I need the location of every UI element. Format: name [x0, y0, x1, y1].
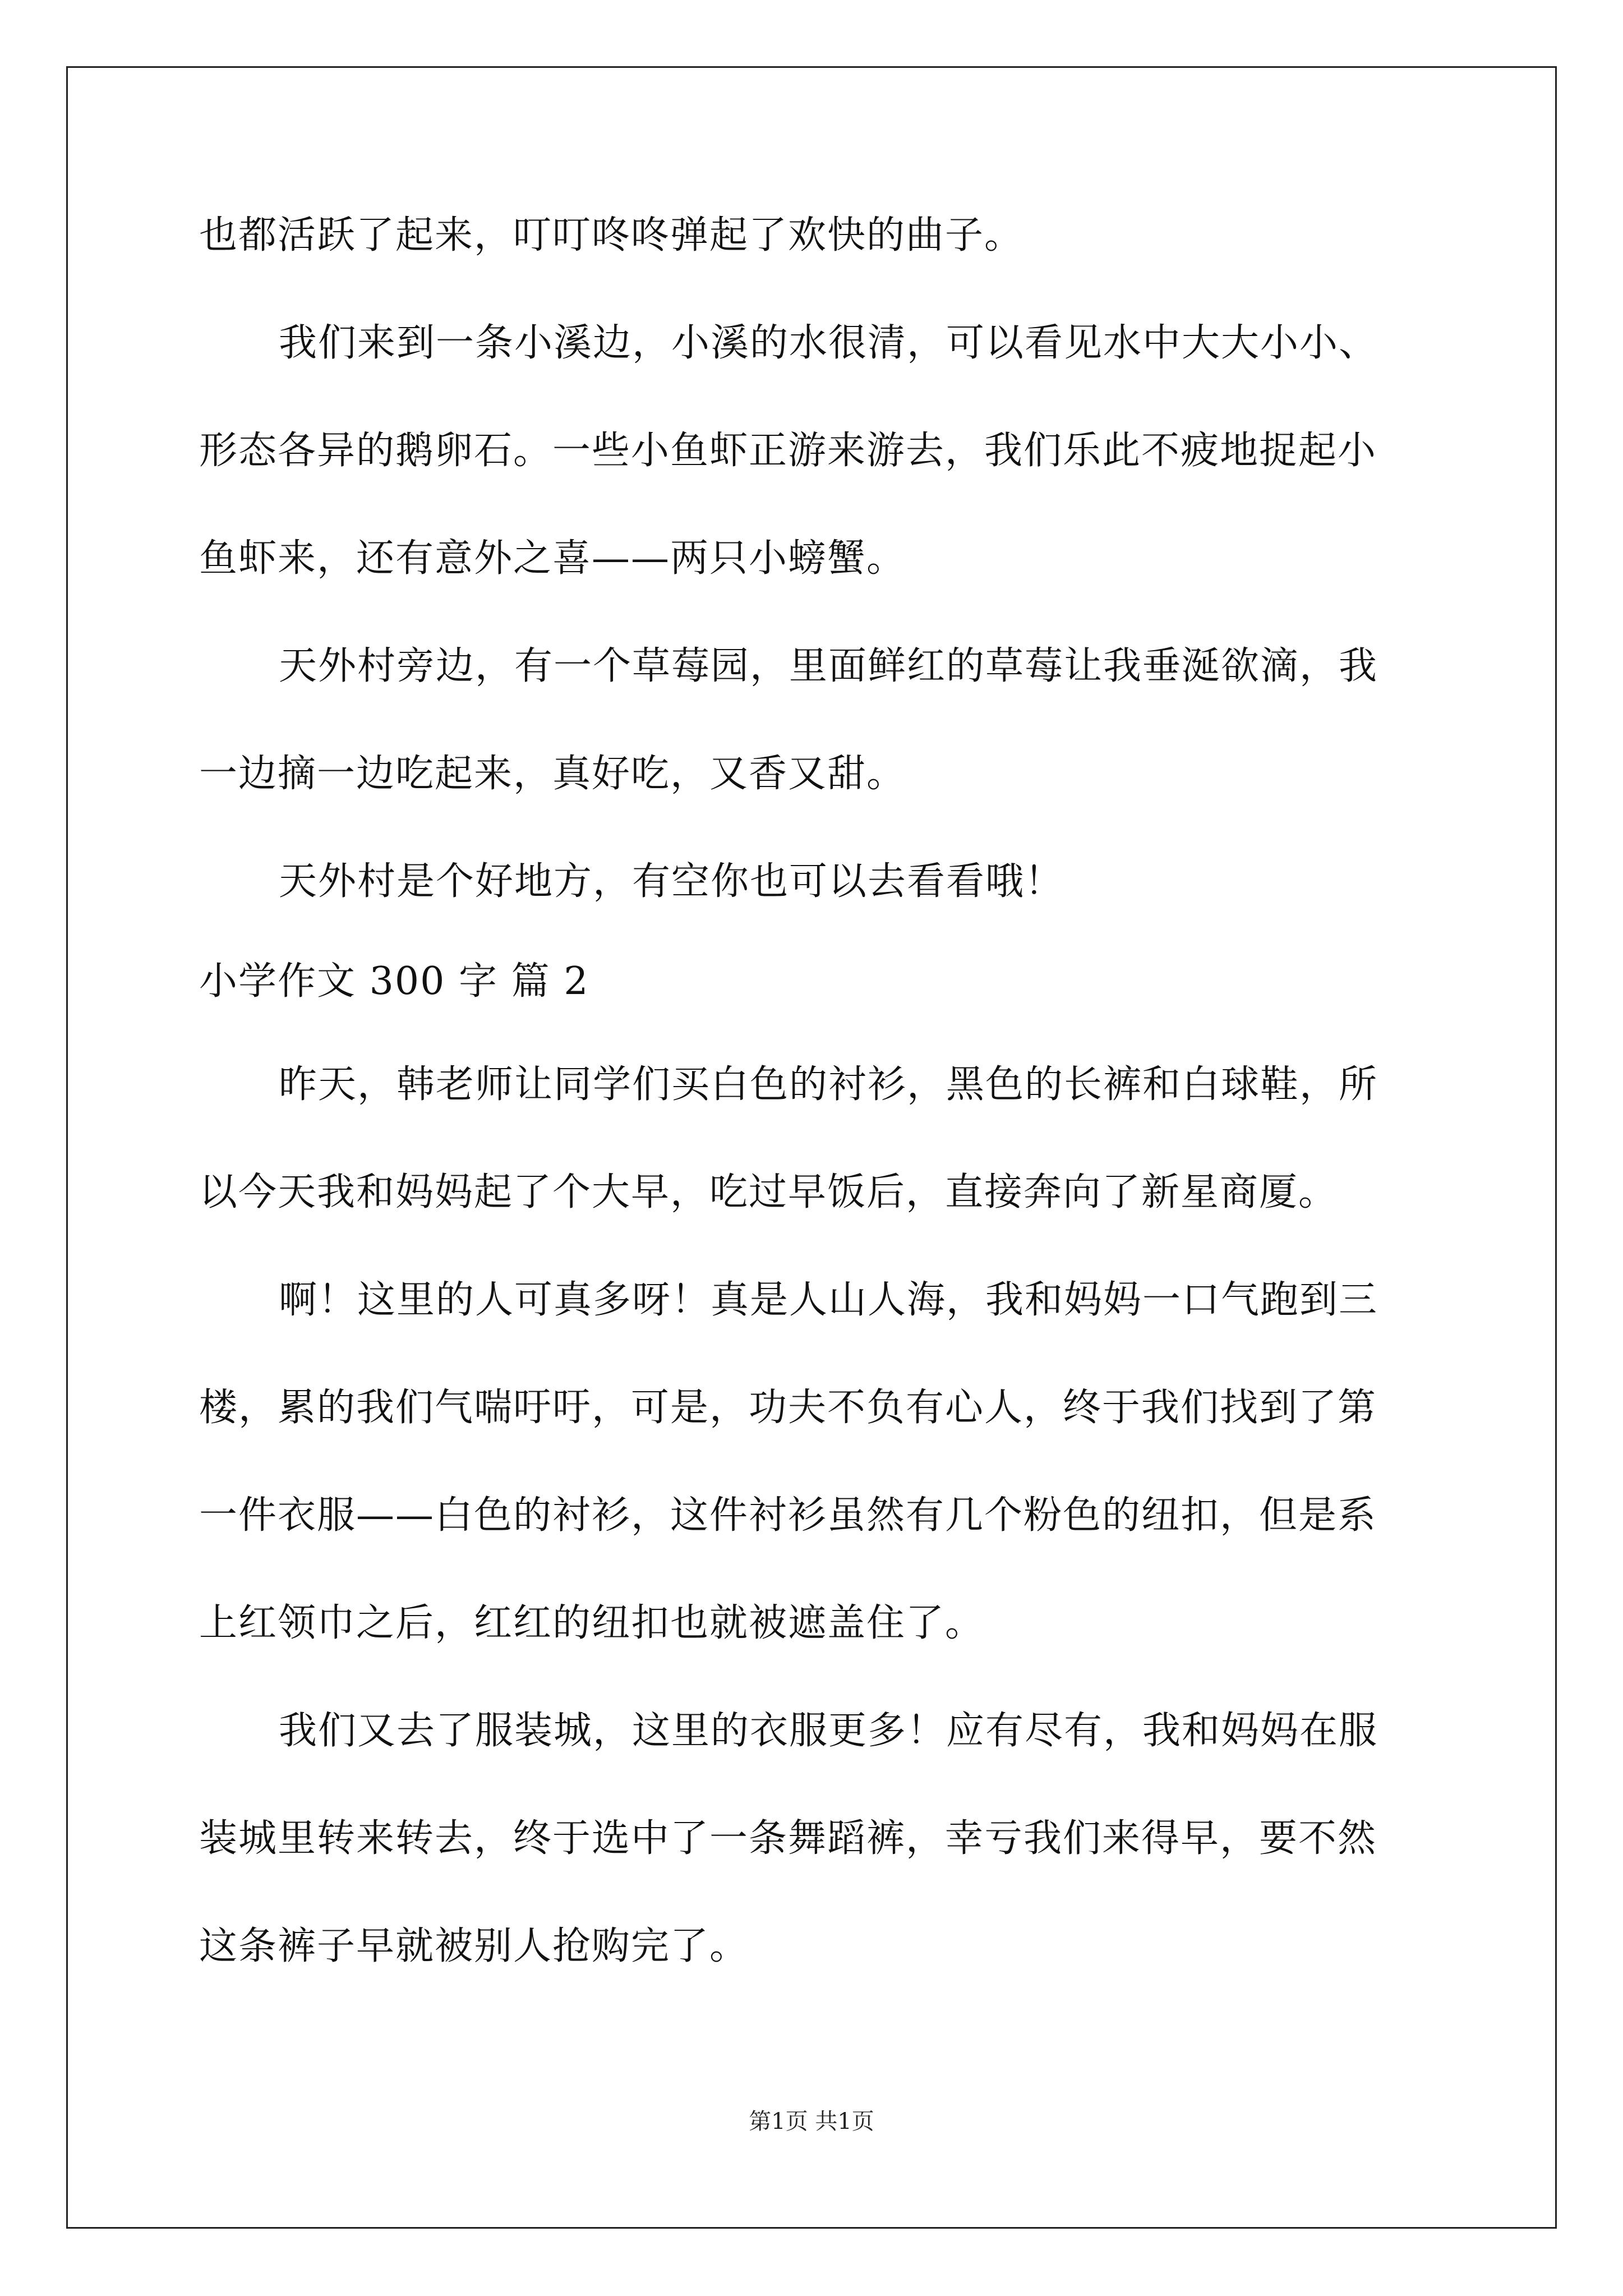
text-line: 一边摘一边吃起来，真好吃，又香又甜。	[199, 752, 906, 796]
paragraph-first-line: 我们来到一条小溪边，小溪的水很清，可以看见水中大大小小、	[279, 321, 1378, 365]
paragraph-first-line: 我们又去了服装城，这里的衣服更多！应有尽有，我和妈妈在服	[279, 1709, 1378, 1753]
text-line: 这条裤子早就被别人抢购完了。	[199, 1924, 749, 1968]
page-number-footer: 第1页 共1页	[749, 2109, 874, 2134]
text-line: 楼，累的我们气喘吁吁，可是，功夫不负有心人，终于我们找到了第	[199, 1386, 1377, 1430]
paragraph-first-line: 天外村是个好地方，有空你也可以去看看哦！	[279, 859, 1064, 904]
text-line: 也都活跃了起来，叮叮咚咚弹起了欢快的曲子。	[199, 213, 1024, 257]
paragraph-first-line: 啊！这里的人可真多呀！真是人山人海，我和妈妈一口气跑到三	[279, 1278, 1378, 1322]
text-line: 形态各异的鹅卵石。一些小鱼虾正游来游去，我们乐此不疲地捉起小	[199, 429, 1377, 473]
paragraph-first-line: 昨天，韩老师让同学们买白色的衬衫，黑色的长裤和白球鞋，所	[279, 1062, 1378, 1107]
text-line: 一件衣服——白色的衬衫，这件衬衫虽然有几个粉色的纽扣，但是系	[199, 1493, 1377, 1538]
text-line: 以今天我和妈妈起了个大早，吃过早饭后，直接奔向了新星商厦。	[199, 1170, 1338, 1214]
section-heading: 小学作文 300 字 篇 2	[199, 959, 589, 1004]
paragraph-first-line: 天外村旁边，有一个草莓园，里面鲜红的草莓让我垂涎欲滴，我	[279, 644, 1378, 688]
text-line: 上红领巾之后，红红的纽扣也就被遮盖住了。	[199, 1601, 985, 1645]
page-border	[66, 66, 1557, 2229]
text-line: 鱼虾来，还有意外之喜——两只小螃蟹。	[199, 536, 906, 581]
text-line: 装城里转来转去，终于选中了一条舞蹈裤，幸亏我们来得早，要不然	[199, 1816, 1377, 1861]
